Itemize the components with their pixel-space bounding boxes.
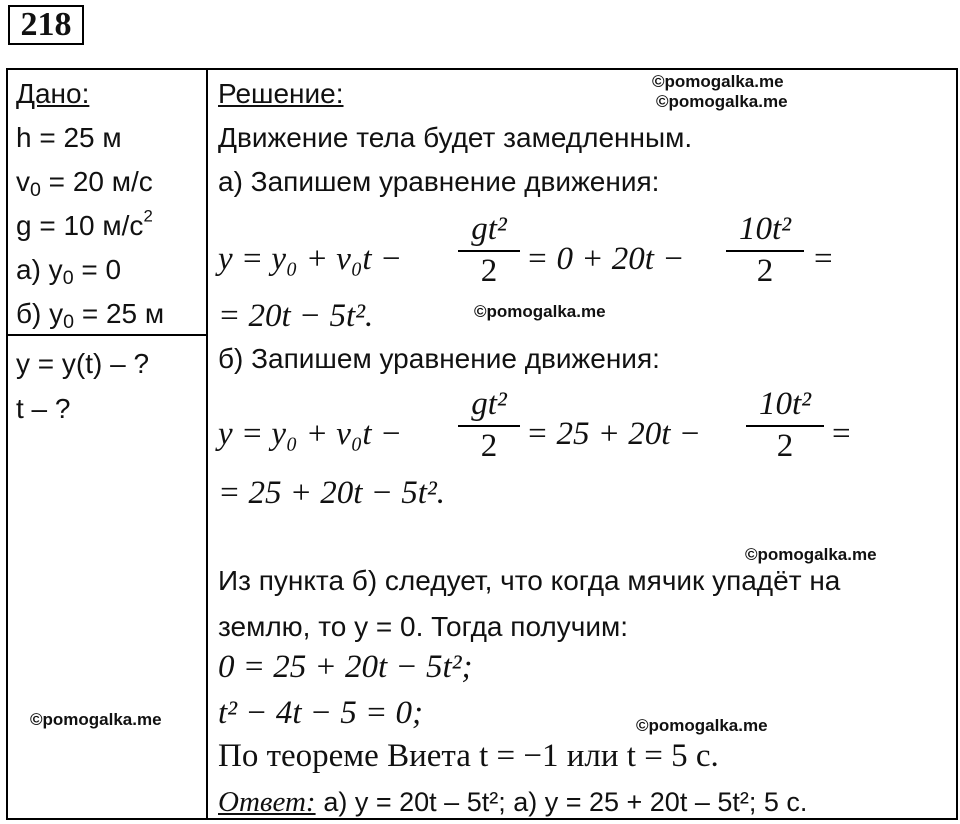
given-initial-velocity: $v_0 = 20$ м/с <box>16 166 153 201</box>
answer-label: Ответ: <box>218 786 316 818</box>
fraction-bar <box>458 250 520 252</box>
find-t: t – ? <box>16 393 71 424</box>
part-a-fraction-2 <box>726 213 804 288</box>
given-height: h = 25 м <box>16 122 122 153</box>
part-a-fraction-1-numerator: gt² <box>471 211 507 247</box>
answer-text: а) y = 20t – 5t²; а) y = 25 + 20t – 5t²; 5 с. <box>323 787 808 817</box>
solution-title: Решение: <box>218 78 344 109</box>
given-y0-a: а) $y_0 = 0$ <box>16 254 122 289</box>
given-find-divider <box>6 334 208 336</box>
watermark: ©pomogalka.me <box>474 302 606 321</box>
part-b-equation-start: y = y₀ + v₀t − <box>218 416 403 452</box>
column-divider <box>206 68 208 820</box>
part-b-equation-mid: = 25 + 20t − <box>526 416 701 452</box>
part-b-fraction-1 <box>458 388 520 463</box>
part-a-fraction-2-numerator: 10t² <box>738 211 792 247</box>
part-a-heading: а) Запишем уравнение движения: <box>218 166 660 197</box>
part-b-fraction-2-numerator: 10t² <box>758 386 812 422</box>
answer-line <box>218 788 807 817</box>
fraction-bar <box>726 250 804 252</box>
given-title: Дано: <box>16 78 90 109</box>
watermark: ©pomogalka.me <box>656 92 788 111</box>
find-y-of-t: y = y(t) – ? <box>16 348 150 379</box>
part-b-equation-end: = <box>832 416 851 452</box>
given-y0-b: б) $y_0 = 25$ м <box>16 298 165 333</box>
watermark: ©pomogalka.me <box>745 545 877 564</box>
conclusion-line-1: Из пункта б) следует, что когда мячик упадёт на <box>218 565 841 596</box>
part-b-heading: б) Запишем уравнение движения: <box>218 343 660 374</box>
part-b-fraction-1-numerator: gt² <box>471 386 507 422</box>
equation-quadratic: t² − 4t − 5 = 0; <box>218 695 424 731</box>
part-a-equation-mid: = 0 + 20t − <box>526 241 685 277</box>
part-b-result: = 25 + 20t − 5t². <box>218 475 446 511</box>
solution-intro: Движение тела будет замедленным. <box>218 122 693 153</box>
given-gravity: g = 10 $м/с^2$ <box>16 206 153 241</box>
part-a-fraction-2-denominator: 2 <box>756 253 774 289</box>
watermark: ©pomogalka.me <box>636 716 768 735</box>
watermark: ©pomogalka.me <box>30 710 162 729</box>
part-a-result: = 20t − 5t². <box>218 298 374 334</box>
part-a-fraction-1-denominator: 2 <box>480 253 498 289</box>
fraction-bar <box>746 425 824 427</box>
part-a-equation-start: y = y₀ + v₀t − <box>218 241 403 277</box>
fraction-bar <box>458 425 520 427</box>
part-b-fraction-2-denominator: 2 <box>776 428 794 464</box>
watermark: ©pomogalka.me <box>652 72 784 91</box>
part-b-fraction-2 <box>746 388 824 463</box>
part-b-fraction-1-denominator: 2 <box>480 428 498 464</box>
equation-zero: 0 = 25 + 20t − 5t²; <box>218 649 473 685</box>
conclusion-line-2: землю, то y = 0. Тогда получим: <box>218 611 628 642</box>
part-a-fraction-1 <box>458 213 520 288</box>
vieta-theorem: По теореме Виета t = −1 или t = 5 с. <box>218 738 719 774</box>
part-a-equation-end: = <box>814 241 833 277</box>
problem-number: 218 <box>8 5 84 45</box>
